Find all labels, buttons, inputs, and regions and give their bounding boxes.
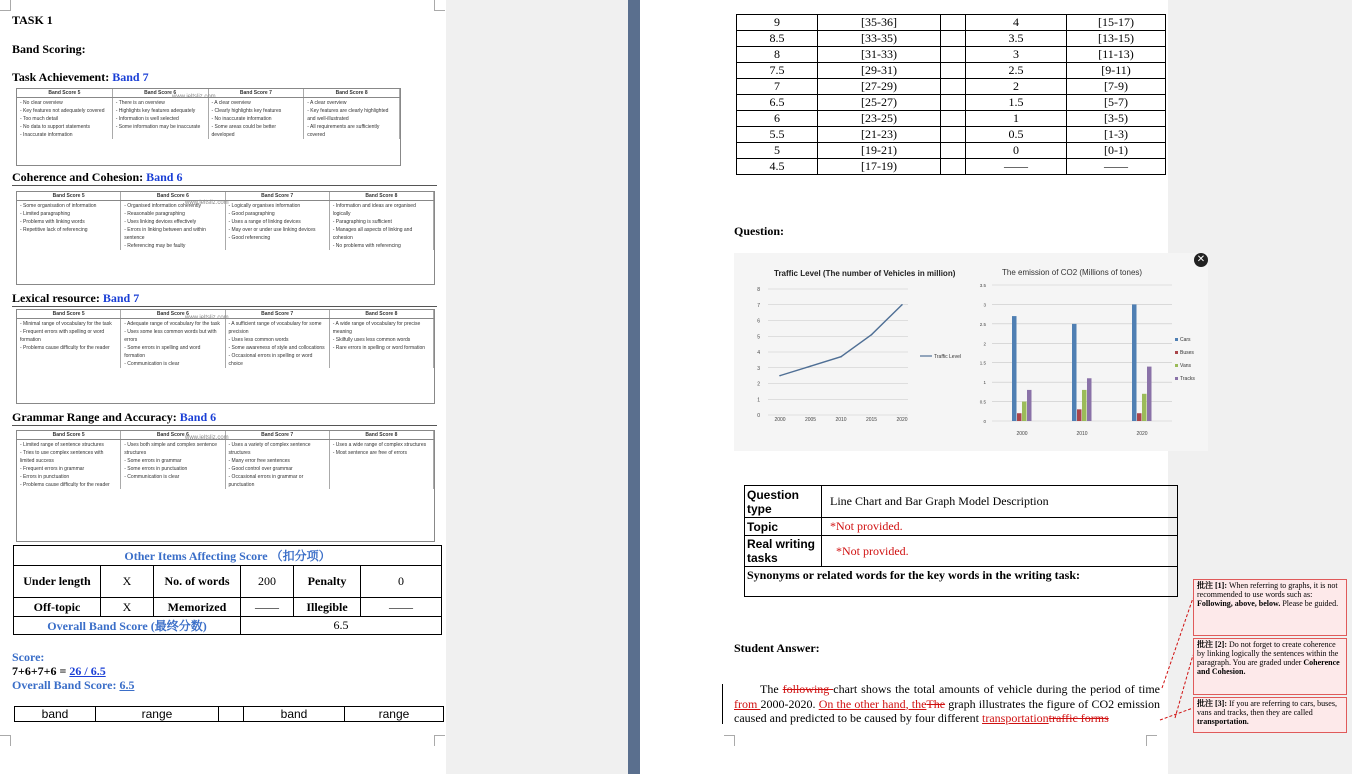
comment-connectors	[1140, 590, 1196, 735]
y-tick-label: 1.5	[979, 360, 986, 366]
band-range-row: 4.5 [17-19) —— ——	[737, 159, 1166, 175]
y-tick-label: 2.5	[979, 321, 986, 327]
score-label: Score:	[12, 650, 45, 664]
task-title: TASK 1	[12, 13, 53, 27]
y-tick-label: 8	[757, 287, 760, 293]
bar-tracks	[1147, 367, 1152, 421]
y-tick-label: 1	[757, 397, 760, 404]
comment-1[interactable]: 批注 [1]: When referring to graphs, it is not recommended to use words such as: Following, above, below. Please be guided.	[1193, 579, 1347, 636]
crop-mark	[434, 735, 445, 746]
chart-title: The emission of CO2 (Millions of tones)	[1002, 268, 1143, 277]
legend-label: Traffic Level	[934, 354, 961, 360]
crop-mark	[434, 0, 445, 11]
divider	[12, 185, 437, 186]
task-achievement-heading: Task Achievement: Band 7	[12, 70, 149, 84]
legend-label: Vans	[1180, 363, 1192, 369]
grammar-heading: Grammar Range and Accuracy: Band 6	[12, 410, 217, 424]
band-range-row: 7 [27-29) 2 [7-9)	[737, 79, 1166, 95]
rubric-grammar: Band Score 5 Band Score 6 Band Score 7 Band Score 8 - Limited range of sentence structures - Tries to use complex sentences with limited success - Frequent errors in grammar - Errors in punctuation - Problems cause difficulty for the reader - Uses both simple and complex sentence structures - Some errors in grammar - Some errors in punctuation - Communication is clear - Uses a variety of complex sentence structures - Many error free sentences - Good control over grammar - Occasional errors in grammar or punctuation - Uses a wide range of complex structures - Most sentence are free of errors www.ieltsliz.com	[16, 430, 435, 542]
overall-band-score: Overall Band Score: 6.5	[12, 678, 135, 692]
y-tick-label: 7	[757, 302, 760, 309]
student-answer-label: Student Answer:	[734, 641, 820, 655]
question-info-table: Question type Line Chart and Bar Graph Model Description Topic *Not provided. Real writing tasks *Not provided. Synonyms or related words for the key words in the writing task:	[744, 485, 1178, 597]
rubric-lexical: Band Score 5 Band Score 6 Band Score 7 Band Score 8 - Minimal range of vocabulary for the task - Frequent errors with spelling or word formation - Problems cause difficulty for the reader - Adequate range of vocabulary for the task - Uses some less common words but with errors - Some errors in spelling and word formation - Communication is clear - A sufficient range of vocabulary for some precision - Uses less common words - Some awareness of style and collocations - Occasional errors in spelling or word choice - A wide range of vocabulary for precise meaning - Skilfully uses less common words - Rare errors in spelling or word formation www.ieltsliz.com	[16, 309, 435, 404]
student-answer-text[interactable]: The following chart shows the total amounts of vehicle during the period of time from 2000-2020. On the other hand, theThe graph illustrates the figure of CO2 emission caused and predicted to be caused by four different transportationtraffic forms	[734, 682, 1161, 725]
bar-vans	[1082, 390, 1087, 421]
change-bar	[722, 684, 723, 724]
line-series-traffic	[780, 305, 902, 376]
y-tick-label: 2	[757, 381, 760, 388]
band-range-row: 8.5 [33-35) 3.5 [13-15)	[737, 31, 1166, 47]
watermark: www.ieltsliz.com	[185, 435, 229, 441]
legend-label: Cars	[1180, 337, 1191, 343]
bar-cars	[1132, 304, 1137, 421]
bar-tracks	[1027, 390, 1032, 421]
y-tick-label: 3	[983, 302, 986, 308]
comment-3[interactable]: 批注 [3]: If you are referring to cars, buses, vans and tracks, then they are called transportation.	[1193, 697, 1347, 733]
y-tick-label: 2	[983, 341, 986, 347]
legend-swatch	[1175, 377, 1178, 380]
watermark: www.ieltsliz.com	[172, 94, 216, 100]
bar-vans	[1142, 394, 1147, 421]
legend-swatch	[1175, 351, 1178, 354]
y-tick-label: 4	[757, 350, 760, 356]
band-range-row: 5.5 [21-23) 0.5 [1-3)	[737, 127, 1166, 143]
overall-band-label: Overall Band Score (最终分数)	[14, 617, 241, 635]
lexical-heading: Lexical resource: Band 7	[12, 291, 140, 305]
band-range-row: 7.5 [29-31) 2.5 [9-11)	[737, 63, 1166, 79]
overall-band-value: 6.5	[241, 617, 442, 635]
x-tick-label: 2010	[1076, 431, 1088, 437]
y-tick-label: 5	[757, 334, 760, 341]
bar-tracks	[1087, 378, 1092, 421]
bar-cars	[1072, 324, 1077, 421]
rubric-coherence: Band Score 5 Band Score 6 Band Score 7 Band Score 8 - Some organisation of information - Limited paragraphing - Problems with linking words - Repetitive lack of referencing - Organised information coherently - Reasonable paragraphing - Uses linking devices effectively - Errors in linking between and within sentence - Referencing may be faulty - Logically organises information - Good paragraphing - Uses a range of linking devices - May over or under use linking devices - Good referencing - Information and ideas are organised logically - Paragraphing is sufficient - Manages all aspects of linking and cohesion - No problems with referencing www.ieltsliz.com	[16, 191, 435, 285]
band-range-table	[736, 14, 1166, 175]
band-range-row: 8 [31-33) 3 [11-13)	[737, 47, 1166, 63]
close-icon[interactable]: ✕	[1194, 253, 1208, 267]
crop-mark	[0, 735, 11, 746]
y-tick-label: 1	[983, 380, 986, 386]
line-point	[871, 334, 873, 336]
document-page-2	[640, 0, 1206, 774]
divider	[12, 306, 437, 307]
watermark: www.ieltsliz.com	[185, 315, 229, 321]
x-tick-label: 2020	[896, 417, 908, 423]
coherence-heading: Coherence and Cohesion: Band 6	[12, 170, 183, 184]
x-tick-label: 2015	[865, 417, 878, 423]
other-items-table: Other Items Affecting Score （扣分项） Under length X No. of words 200 Penalty 0 Off-topic X Memorized —— Illegible —— Overall Band Score (最终分数) 6.5	[13, 545, 442, 635]
line-point	[810, 365, 812, 367]
page-gutter-left	[446, 0, 628, 774]
rubric-task-achievement: Band Score 5 Band Score 6 Band Score 7 Band Score 8 - No clear overview - Key features not adequately covered - Too much detail - No data to support statements - Inaccurate information - There is an overview - Highlights key features adequately - Information is well selected - Some information may be inaccurate - A clear overview - Clearly highlights key features - No inaccurate information - Some areas could be better developed - A clear overview - Key features are clearly highlighted and well-illustrated - All requirements are sufficiently covered www.ieltsliz.com	[16, 88, 401, 166]
bar-buses	[1137, 413, 1142, 421]
legend-label: Tracks	[1180, 376, 1195, 382]
bar-vans	[1022, 402, 1027, 421]
line-point	[779, 375, 781, 377]
crop-mark	[0, 0, 11, 11]
question-chart-image	[734, 253, 1208, 451]
crop-mark	[724, 735, 735, 746]
y-tick-label: 0	[757, 413, 760, 419]
document-page-1	[0, 0, 446, 774]
x-tick-label: 2005	[804, 417, 817, 423]
y-tick-label: 3.5	[979, 283, 986, 288]
legend-label: Buses	[1180, 350, 1194, 356]
band-scoring-heading: Band Scoring:	[12, 42, 86, 56]
y-tick-label: 3	[757, 365, 760, 372]
y-tick-label: 0.5	[979, 399, 986, 405]
x-tick-label: 2020	[1136, 431, 1148, 437]
y-tick-label: 6	[757, 318, 760, 325]
band-range-row: 6.5 [25-27) 1.5 [5-7)	[737, 95, 1166, 111]
x-tick-label: 2000	[1016, 431, 1028, 437]
divider	[12, 425, 437, 426]
watermark: www.ieltsliz.com	[185, 200, 229, 206]
other-items-title: Other Items Affecting Score （扣分项）	[14, 546, 442, 566]
charts-svg	[734, 253, 1208, 451]
x-tick-label: 2000	[774, 417, 786, 423]
line-point	[901, 304, 903, 306]
question-label: Question:	[734, 224, 785, 238]
band-range-row: 6 [23-25) 1 [3-5)	[737, 111, 1166, 127]
band-range-row: 9 [35-36] 4 [15-17)	[737, 15, 1166, 31]
page-divider	[628, 0, 640, 774]
score-calc: 7+6+7+6 = 26 / 6.5	[12, 664, 106, 678]
legend-swatch	[1175, 364, 1178, 367]
bar-buses	[1077, 409, 1082, 421]
bar-cars	[1012, 316, 1017, 421]
chart-title: Traffic Level (The number of Vehicles in million)	[774, 269, 956, 278]
x-tick-label: 2010	[835, 417, 847, 423]
crop-mark	[1146, 735, 1157, 746]
legend-swatch	[1175, 338, 1178, 341]
band-range-table-header: band range band range	[14, 706, 444, 722]
bar-buses	[1017, 413, 1022, 421]
line-point	[840, 356, 842, 358]
comment-2[interactable]: 批注 [2]: Do not forget to create coherence by linking logically the sentences within the paragraph. You are graded under Coherence and Cohesion.	[1193, 638, 1347, 695]
y-tick-label: 0	[983, 419, 986, 424]
band-range-row: 5 [19-21) 0 [0-1)	[737, 143, 1166, 159]
